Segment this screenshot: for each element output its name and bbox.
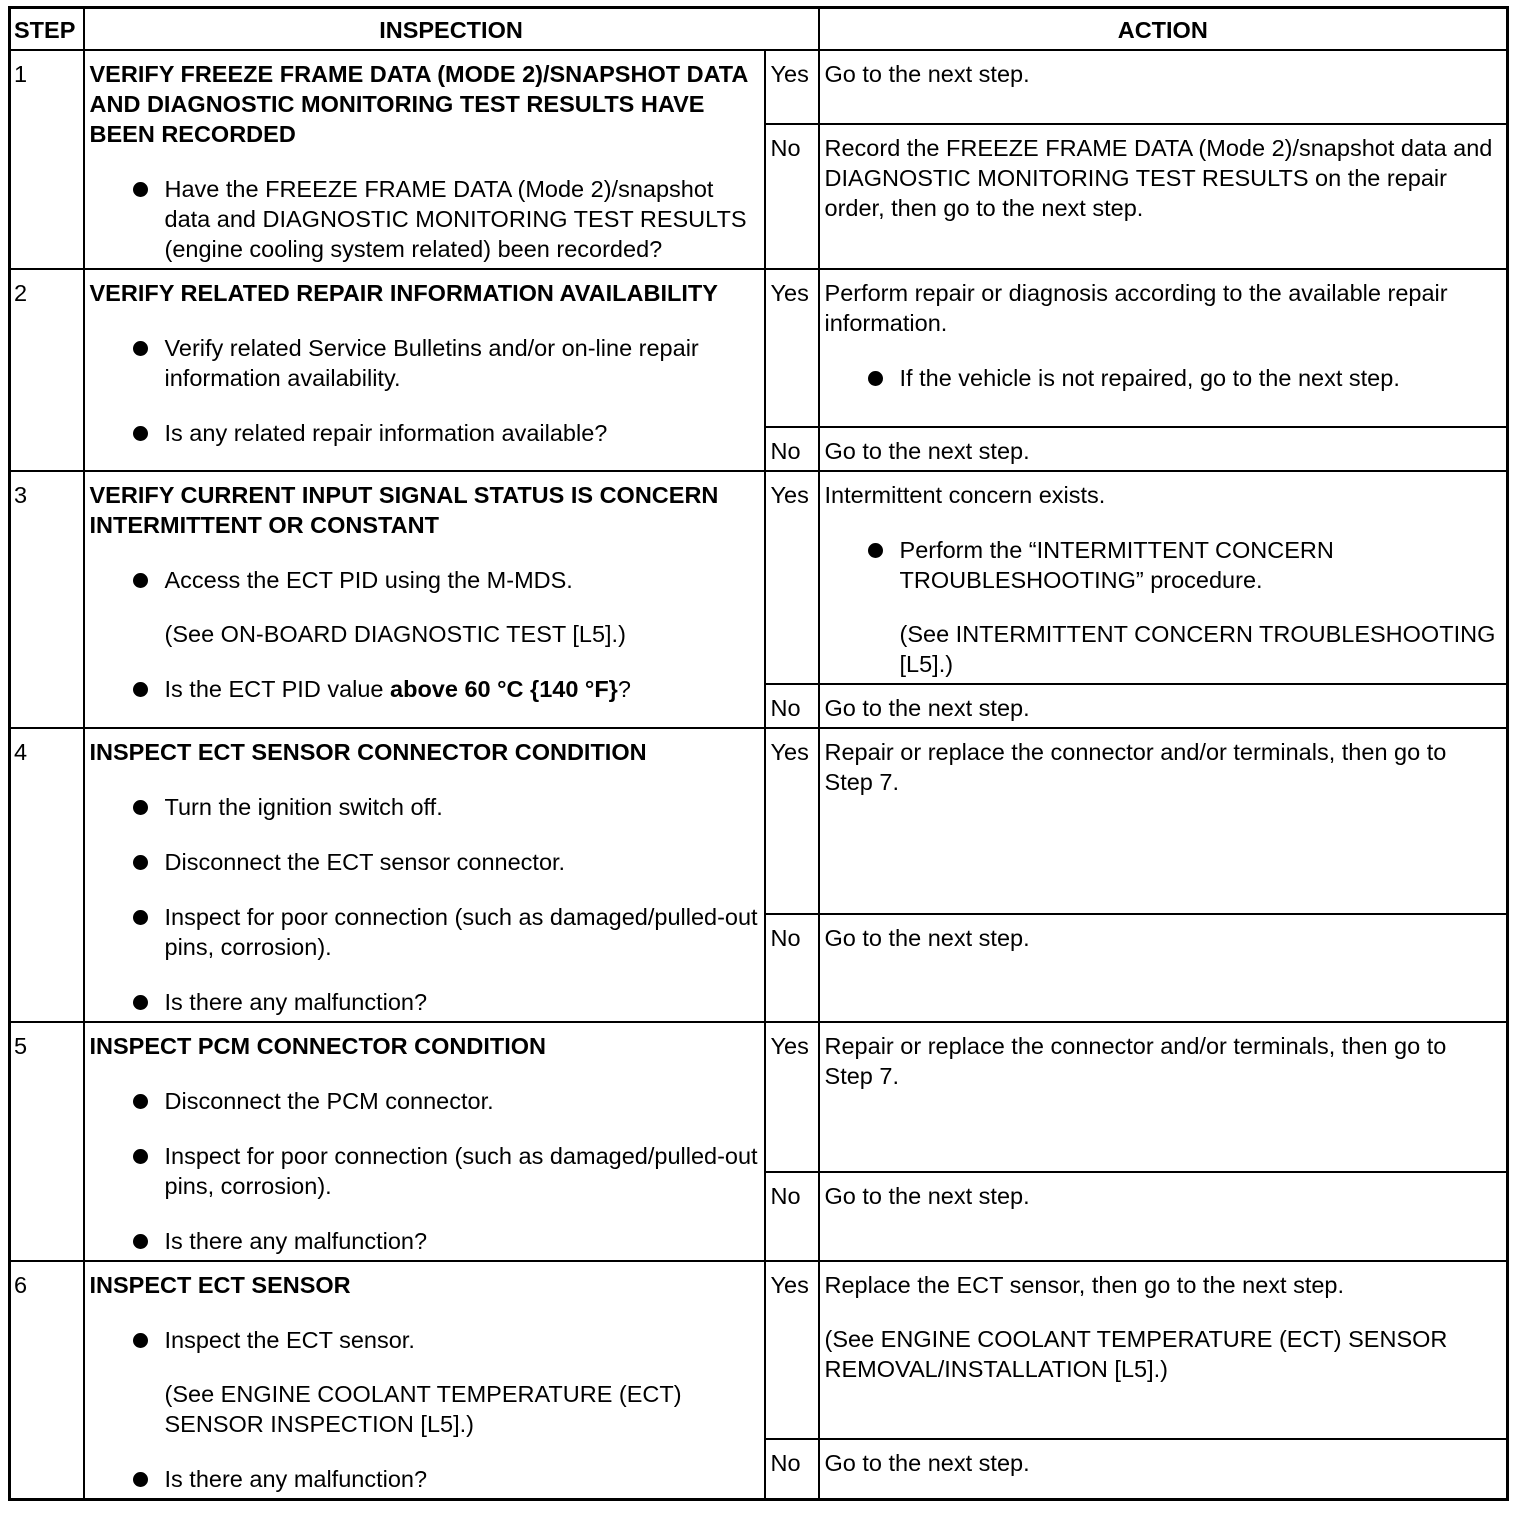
inspection-bullet: Disconnect the PCM connector. xyxy=(90,1086,759,1116)
yes-action xyxy=(819,269,1508,427)
inspection-bullet: Is there any malfunction? xyxy=(90,987,759,1017)
yes-label: Yes xyxy=(765,50,819,124)
step-number: 4 xyxy=(10,728,84,1022)
inspection-cell xyxy=(84,269,765,471)
yes-action-text: Intermittent concern exists. xyxy=(824,482,1106,508)
inspection-bullet: Is any related repair information available? xyxy=(90,418,759,448)
no-label: No xyxy=(765,914,819,1022)
inspection-cell xyxy=(84,1022,765,1261)
header-row xyxy=(10,8,1508,51)
step-3-row-yes xyxy=(10,471,1508,684)
yes-label: Yes xyxy=(765,269,819,427)
inspection-bullet: Is there any malfunction? xyxy=(90,1226,759,1256)
step-2-row-yes xyxy=(10,269,1508,427)
step-title: VERIFY FREEZE FRAME DATA (MODE 2)/SNAPSHOT DATA AND DIAGNOSTIC MONITORING TEST RESULTS HAVE BEEN RECORDED xyxy=(89,61,748,147)
step-1-row-yes xyxy=(10,50,1508,124)
step-title: INSPECT ECT SENSOR xyxy=(89,1272,351,1298)
question-prefix: Is the ECT PID value xyxy=(164,676,391,702)
no-action-text: Go to the next step. xyxy=(824,925,1030,951)
step-title: INSPECT ECT SENSOR CONNECTOR CONDITION xyxy=(89,739,647,765)
no-action-text: Go to the next step. xyxy=(824,1183,1030,1209)
inspection-bullet: Turn the ignition switch off. xyxy=(90,792,759,822)
step-5-row-yes xyxy=(10,1022,1508,1172)
inspection-bullets xyxy=(90,333,759,448)
diagnostic-procedure-sheet xyxy=(8,6,1506,1501)
inspection-bullet-text: Access the ECT PID using the M-MDS. xyxy=(164,567,573,593)
no-action xyxy=(819,124,1508,269)
reference-note: (See INTERMITTENT CONCERN TROUBLESHOOTING [L5].) xyxy=(899,621,1496,677)
no-action xyxy=(819,1172,1508,1261)
action-bullet: If the vehicle is not repaired, go to the next step. xyxy=(825,363,1502,393)
inspection-bullet xyxy=(90,1325,759,1439)
action-bullets xyxy=(825,363,1502,393)
no-label: No xyxy=(765,1439,819,1500)
yes-action-text: Repair or replace the connector and/or terminals, then go to Step 7. xyxy=(824,739,1447,795)
step-number: 3 xyxy=(10,471,84,728)
step-4-row-yes xyxy=(10,728,1508,914)
inspection-cell xyxy=(84,1261,765,1500)
inspection-bullets xyxy=(90,1325,759,1494)
yes-action-text: Go to the next step. xyxy=(824,61,1030,87)
no-label: No xyxy=(765,1172,819,1261)
no-action xyxy=(819,914,1508,1022)
yes-action-text: Repair or replace the connector and/or terminals, then go to Step 7. xyxy=(824,1033,1447,1089)
inspection-bullet: Disconnect the ECT sensor connector. xyxy=(90,847,759,877)
yes-action xyxy=(819,471,1508,684)
inspection-bullet: Verify related Service Bulletins and/or on-line repair information availability. xyxy=(90,333,759,393)
no-action-text: Go to the next step. xyxy=(824,438,1030,464)
yes-label: Yes xyxy=(765,1022,819,1172)
question-suffix: ? xyxy=(617,676,631,702)
inspection-bullet xyxy=(90,565,759,649)
yes-action-text: Replace the ECT sensor, then go to the next step. xyxy=(824,1272,1345,1298)
inspection-bullet xyxy=(90,674,759,704)
no-label: No xyxy=(765,427,819,471)
step-number: 5 xyxy=(10,1022,84,1261)
question-threshold: above 60 °C {140 °F} xyxy=(390,676,618,702)
no-action xyxy=(819,1439,1508,1500)
yes-action xyxy=(819,1261,1508,1439)
inspection-cell xyxy=(84,471,765,728)
inspection-bullets xyxy=(90,792,759,1017)
inspection-bullets xyxy=(90,1086,759,1256)
no-action-text: Record the FREEZE FRAME DATA (Mode 2)/snapshot data and DIAGNOSTIC MONITORING TEST RESULTS on the repair order, then go to the next step. xyxy=(824,135,1493,221)
step-title: VERIFY RELATED REPAIR INFORMATION AVAILABILITY xyxy=(89,280,718,306)
step-title: VERIFY CURRENT INPUT SIGNAL STATUS IS CONCERN INTERMITTENT OR CONSTANT xyxy=(89,482,719,538)
inspection-bullet: Have the FREEZE FRAME DATA (Mode 2)/snapshot data and DIAGNOSTIC MONITORING TEST RESULTS (engine cooling system related) been recorded? xyxy=(90,174,759,264)
yes-label: Yes xyxy=(765,728,819,914)
reference-note: (See ENGINE COOLANT TEMPERATURE (ECT) SENSOR REMOVAL/INSTALLATION [L5].) xyxy=(824,1326,1448,1382)
no-action xyxy=(819,427,1508,471)
no-label: No xyxy=(765,124,819,269)
diagnostic-table xyxy=(8,6,1509,1501)
no-action xyxy=(819,684,1508,728)
inspection-cell xyxy=(84,728,765,1022)
yes-action xyxy=(819,50,1508,124)
step-column-header: STEP xyxy=(10,8,84,51)
inspection-column-header: INSPECTION xyxy=(84,8,819,51)
step-number: 1 xyxy=(10,50,84,269)
step-number: 6 xyxy=(10,1261,84,1500)
inspection-bullet: Inspect for poor connection (such as damaged/pulled-out pins, corrosion). xyxy=(90,902,759,962)
action-bullet-text: Perform the “INTERMITTENT CONCERN TROUBLESHOOTING” procedure. xyxy=(899,537,1334,593)
reference-note: (See ON-BOARD DIAGNOSTIC TEST [L5].) xyxy=(164,621,626,647)
inspection-bullet-text: Inspect the ECT sensor. xyxy=(164,1327,415,1353)
inspection-bullets xyxy=(90,174,759,264)
yes-action xyxy=(819,1022,1508,1172)
yes-action-text: Perform repair or diagnosis according to the available repair information. xyxy=(824,280,1448,336)
action-bullets xyxy=(825,535,1502,679)
action-column-header: ACTION xyxy=(819,8,1508,51)
action-bullet xyxy=(825,535,1502,679)
no-action-text: Go to the next step. xyxy=(824,1450,1030,1476)
no-label: No xyxy=(765,684,819,728)
step-6-row-yes xyxy=(10,1261,1508,1439)
yes-action xyxy=(819,728,1508,914)
inspection-bullet: Is there any malfunction? xyxy=(90,1464,759,1494)
no-action-text: Go to the next step. xyxy=(824,695,1030,721)
inspection-bullet: Inspect for poor connection (such as damaged/pulled-out pins, corrosion). xyxy=(90,1141,759,1201)
yes-label: Yes xyxy=(765,471,819,684)
reference-note: (See ENGINE COOLANT TEMPERATURE (ECT) SENSOR INSPECTION [L5].) xyxy=(164,1381,682,1437)
yes-label: Yes xyxy=(765,1261,819,1439)
inspection-cell xyxy=(84,50,765,269)
inspection-bullets xyxy=(90,565,759,704)
step-title: INSPECT PCM CONNECTOR CONDITION xyxy=(89,1033,547,1059)
step-number: 2 xyxy=(10,269,84,471)
